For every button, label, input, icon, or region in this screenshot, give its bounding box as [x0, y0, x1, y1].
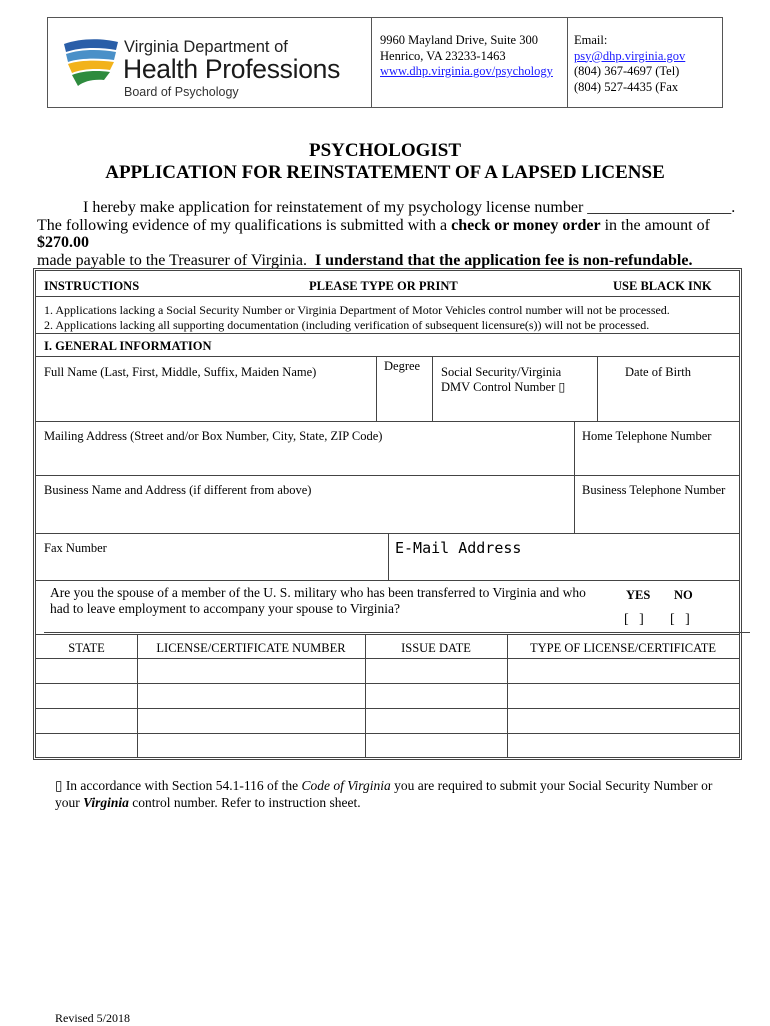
rule [432, 356, 433, 421]
full-name-field[interactable]: Full Name (Last, First, Middle, Suffix, Maiden Name) [44, 365, 317, 379]
logo-line1: Virginia Department of [124, 38, 288, 56]
rule [36, 356, 739, 357]
degree-field[interactable]: Degree [384, 359, 421, 373]
address-line: Henrico, VA 23233-1463 [380, 48, 506, 63]
tel-number: (804) 367-4697 (Tel) [574, 64, 680, 78]
instruction-notes [44, 303, 670, 332]
intro-bold: check or money order [451, 216, 601, 234]
column-header: LICENSE/CERTIFICATE NUMBER [156, 641, 346, 655]
rule [597, 356, 598, 421]
no-label: NO [674, 588, 693, 602]
military-spouse-question: Are you the spouse of a member of the U. S. military who has been transferred to Virginia and who had to leave employment to accompany your spouse to Virginia? [50, 585, 586, 616]
address-line: 9960 Mayland Drive, Suite 300 [380, 33, 538, 47]
license-table [36, 634, 739, 758]
yes-label: YES [626, 588, 651, 602]
fax-number: (804) 527-4435 (Fax [574, 79, 679, 94]
rule [36, 580, 739, 581]
page-title: PSYCHOLOGIST [308, 140, 462, 161]
no-checkbox[interactable]: [ ] [670, 612, 690, 627]
table-cell[interactable] [36, 734, 137, 758]
letterhead-divider [371, 17, 372, 108]
fax-field[interactable]: Fax Number [44, 541, 107, 555]
email-field[interactable]: E-Mail Address [395, 539, 522, 557]
revision-date: Revised 5/2018 [55, 1011, 130, 1025]
column-header: STATE [68, 641, 105, 655]
rule [137, 634, 138, 758]
table-cell[interactable] [36, 709, 137, 733]
yes-checkbox[interactable]: [ ] [624, 612, 644, 627]
instructions-label: INSTRUCTIONS [44, 279, 140, 293]
rule [36, 333, 739, 334]
rule [44, 632, 750, 633]
intro-fee: $270.00 [37, 234, 89, 251]
rule [36, 421, 739, 422]
intro-text: made payable to the Treasurer of Virginia. [37, 251, 307, 269]
board-contact [574, 33, 685, 95]
ssn-field[interactable]: Social Security/Virginia DMV Control Number ▯ [441, 365, 566, 394]
website-link[interactable]: www.dhp.virginia.gov/psychology [380, 64, 553, 78]
rule [376, 356, 377, 421]
column-header: ISSUE DATE [401, 641, 471, 655]
note-item: 2. Applications lacking all supporting documentation (including verification of subsequent licensure(s)) will not be processed. [44, 317, 650, 332]
logo-line3: Board of Psychology [124, 85, 239, 99]
rule [36, 658, 739, 659]
email-label: Email: [574, 33, 608, 47]
footnote-text: you are required to submit your Social Security Number or your [55, 778, 713, 810]
ssn-marker: ▯ [55, 778, 63, 793]
rule [36, 733, 739, 734]
rule [36, 634, 739, 635]
table-cell[interactable] [36, 659, 137, 683]
intro-text: in the amount of [604, 216, 710, 234]
intro-paragraph [37, 199, 737, 269]
letterhead-divider [567, 17, 568, 108]
intro-nonrefundable: I understand that the application fee is non-refundable. [314, 251, 693, 269]
rule [388, 533, 389, 580]
black-ink-label: USE BLACK INK [613, 279, 712, 293]
page-subtitle: APPLICATION FOR REINSTATEMENT OF A LAPSED LICENSE [105, 162, 665, 183]
type-or-print-label: PLEASE TYPE OR PRINT [309, 279, 458, 293]
note-item: 1. Applications lacking a Social Security Number or Virginia Department of Motor Vehicles control number will not be processed. [44, 303, 670, 317]
table-cell[interactable] [36, 684, 137, 708]
business-address-field[interactable]: Business Name and Address (if different from above) [44, 483, 312, 497]
business-phone-field[interactable]: Business Telephone Number [582, 483, 726, 497]
rule [36, 683, 739, 684]
intro-text: I hereby make application for reinstatement of my psychology license number __________________. The following evidence of my qualifications is submitted with a [37, 199, 736, 234]
footnote [55, 778, 735, 811]
virginia-emphasis: Virginia [83, 794, 129, 810]
home-phone-field[interactable]: Home Telephone Number [582, 429, 712, 443]
date-of-birth-field[interactable]: Date of Birth [625, 365, 691, 379]
code-of-virginia: Code of Virginia [301, 778, 391, 793]
rule [36, 708, 739, 709]
mailing-address-field[interactable]: Mailing Address (Street and/or Box Number, City, State, ZIP Code) [44, 429, 383, 443]
rule [36, 475, 739, 476]
rule [507, 634, 508, 758]
footnote-text: In accordance with Section 54.1-116 of the [65, 778, 299, 793]
logo-line2: Health Professions [123, 54, 341, 84]
section-title: I. GENERAL INFORMATION [44, 339, 212, 353]
rule [574, 475, 575, 533]
rule [574, 421, 575, 475]
board-address [380, 33, 553, 80]
column-header: TYPE OF LICENSE/CERTIFICATE [529, 641, 717, 655]
footnote-text: control number. Refer to instruction sheet. [132, 794, 361, 810]
rule [36, 296, 739, 297]
email-link[interactable]: psy@dhp.virginia.gov [574, 48, 686, 63]
rule [365, 634, 366, 758]
dhp-logo-icon [62, 36, 122, 88]
